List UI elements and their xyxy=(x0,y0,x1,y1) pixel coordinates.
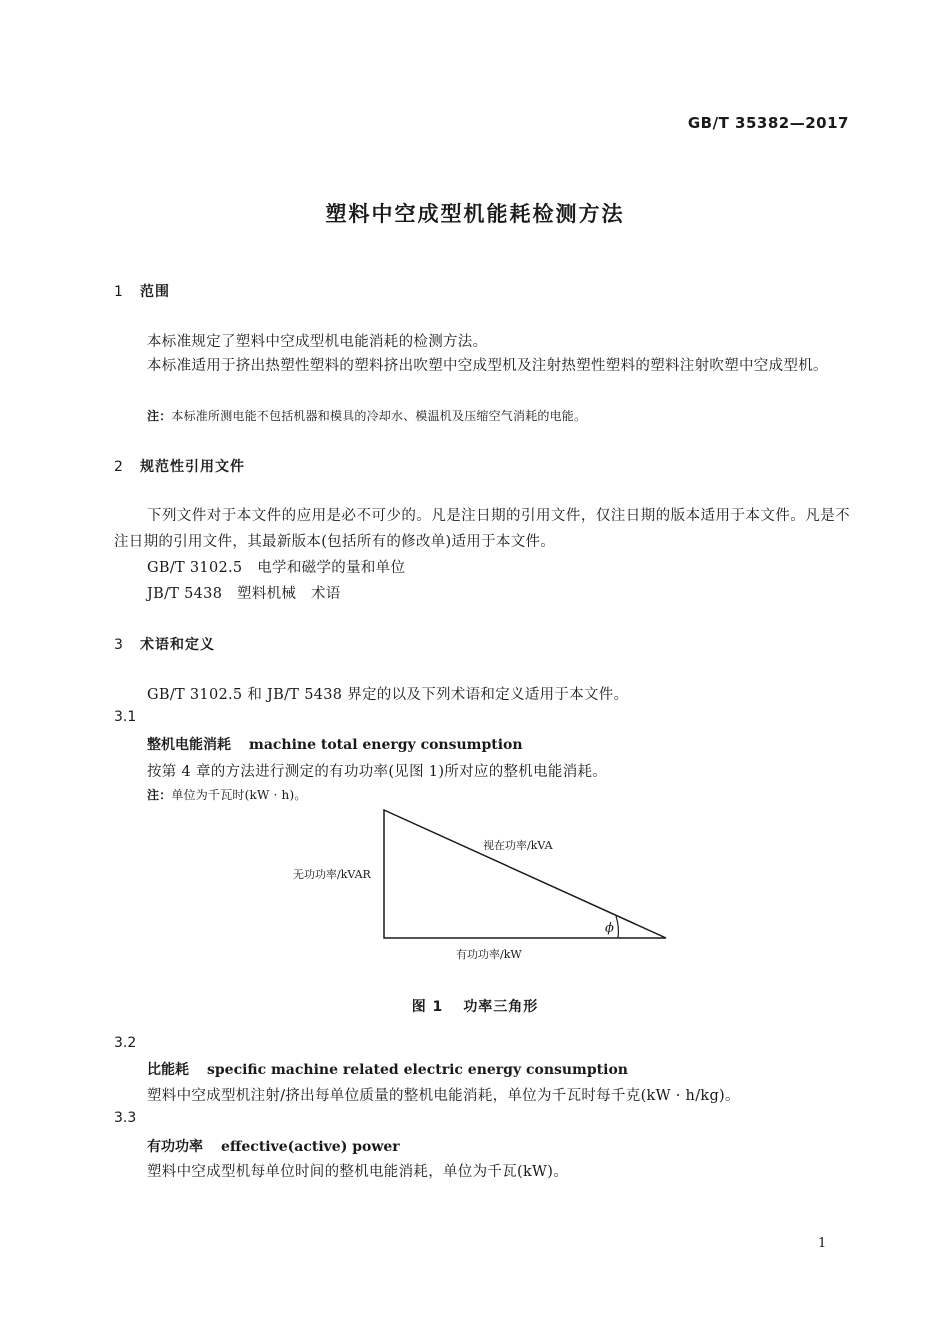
document-title: 塑料中空成型机能耗检测方法 xyxy=(325,202,625,226)
term-english: machine total energy consumption xyxy=(249,737,523,753)
section-number: 1 xyxy=(114,284,124,300)
term-chinese: 整机电能消耗 xyxy=(147,737,231,753)
section-number: 2 xyxy=(114,459,124,475)
section-title: 规范性引用文件 xyxy=(140,459,245,475)
standard-code: GB/T 35382—2017 xyxy=(687,114,849,132)
note-label: 注： xyxy=(147,409,172,423)
term-english: effective(active) power xyxy=(221,1139,400,1155)
angle-arc xyxy=(616,916,618,938)
terms-intro: GB/T 3102.5 和 JB/T 5438 界定的以及下列术语和定义适用于本文件。 xyxy=(147,687,629,703)
clause-3-2-term xyxy=(147,1059,628,1079)
figure-number: 图 1 xyxy=(411,999,444,1015)
section-title: 术语和定义 xyxy=(140,637,215,653)
note-text: 单位为千瓦时(kW · h)。 xyxy=(171,788,307,802)
active-power-label: 有功功率/kW xyxy=(456,948,522,961)
term-chinese: 有功功率 xyxy=(147,1139,203,1155)
clause-3-1-number: 3.1 xyxy=(114,709,137,725)
term-english: specific machine related electric energy consumption xyxy=(207,1062,628,1078)
figure-title: 功率三角形 xyxy=(463,999,539,1015)
phi-angle-label: ϕ xyxy=(605,921,614,936)
apparent-power-label: 视在功率/kVA xyxy=(483,839,553,852)
section-number: 3 xyxy=(114,637,124,653)
reference-jb-t-5438: JB/T 5438 塑料机械 术语 xyxy=(147,586,341,602)
figure-1-caption xyxy=(0,996,950,1016)
scope-paragraph-2: 本标准适用于挤出热塑性塑料的塑料挤出吹塑中空成型机及注射热塑性塑料的塑料注射吹塑中空成型机。 xyxy=(147,358,828,374)
power-triangle xyxy=(384,810,666,938)
clause-3-3-number: 3.3 xyxy=(114,1110,137,1126)
term-chinese: 比能耗 xyxy=(147,1062,189,1078)
scope-paragraph-1: 本标准规定了塑料中空成型机电能消耗的检测方法。 xyxy=(147,334,488,350)
clause-3-3-definition: 塑料中空成型机每单位时间的整机电能消耗，单位为千瓦(kW)。 xyxy=(147,1164,569,1180)
page-number: 1 xyxy=(818,1236,827,1251)
clause-3-2-number: 3.2 xyxy=(114,1035,137,1051)
clause-3-2-definition: 塑料中空成型机注射/挤出每单位质量的整机电能消耗，单位为千瓦时每千克(kW · h/kg)。 xyxy=(147,1088,740,1104)
reactive-power-label: 无功功率/kVAR xyxy=(293,868,371,881)
section-title: 范围 xyxy=(140,284,170,300)
note-label: 注： xyxy=(147,788,172,802)
note-text: 本标准所测电能不包括机器和模具的冷却水、模温机及压缩空气消耗的电能。 xyxy=(171,409,587,423)
normative-references-paragraph: 下列文件对于本文件的应用是必不可少的。凡是注日期的引用文件，仅注日期的版本适用于本文件。凡是不注日期的引用文件，其最新版本(包括所有的修改单)适用于本文件。 xyxy=(114,508,850,550)
clause-3-1-definition: 按第 4 章的方法进行测定的有功功率(见图 1)所对应的整机电能消耗。 xyxy=(147,764,608,780)
reference-gb-t-3102-5: GB/T 3102.5 电学和磁学的量和单位 xyxy=(147,560,406,576)
clause-3-3-term xyxy=(147,1136,400,1156)
